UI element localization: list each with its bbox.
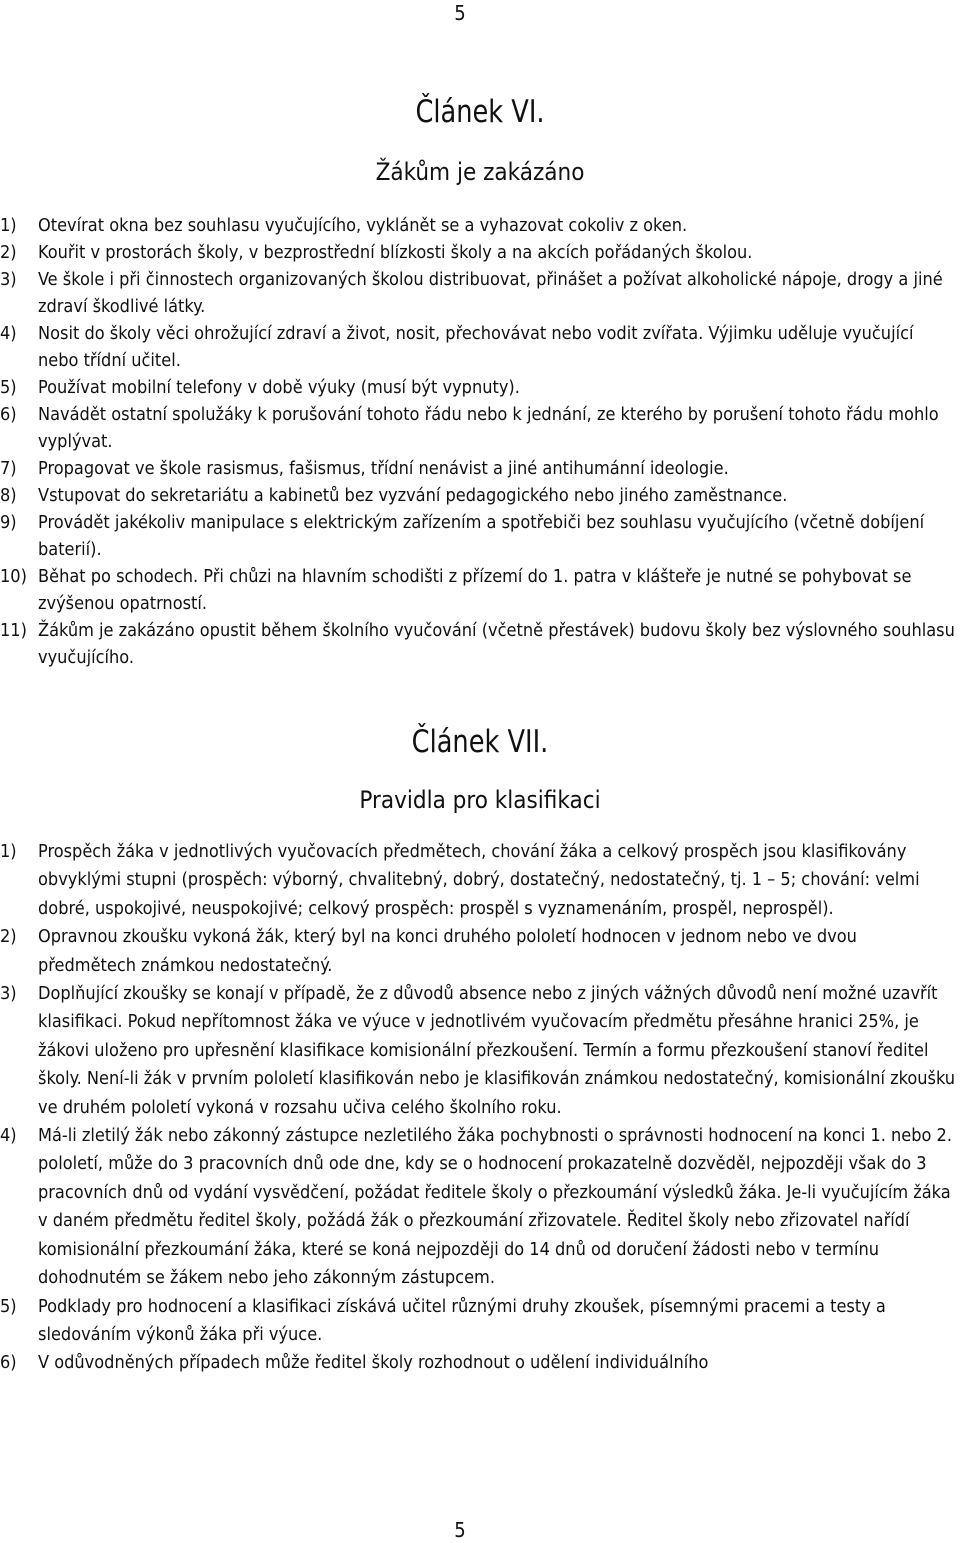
article-7 (0, 724, 960, 760)
list-item (0, 1349, 960, 1377)
item-number: 10) (0, 566, 27, 587)
item-number: 3) (0, 983, 17, 1005)
list-item (0, 1293, 960, 1350)
list-item (0, 266, 960, 320)
item-text: Běhat po schodech. Při chůzi na hlavním schodišti z přízemí do 1. patra v klášteře je nutné se pohybovat se zvýšenou opatrností. (38, 566, 912, 614)
list-item (0, 320, 960, 374)
item-number: 6) (0, 1352, 17, 1374)
list-item (0, 563, 960, 617)
item-text: Otevírat okna bez souhlasu vyučujícího, vyklánět se a vyhazovat cokoliv z oken. (38, 215, 688, 236)
article-7-subtitle: Pravidla pro klasifikaci (359, 786, 601, 814)
item-number: 6) (0, 404, 17, 425)
article-7-title: Článek VII. (411, 724, 549, 760)
article-6-title: Článek VI. (415, 94, 545, 130)
item-text: Navádět ostatní spolužáky k porušování tohoto řádu nebo k jednání, ze kterého by porušení tohoto řádu mohlo vyplývat. (38, 404, 939, 452)
item-text: Kouřit v prostorách školy, v bezprostřední blízkosti školy a na akcích pořádaných školou. (38, 242, 753, 263)
item-text: Opravnou zkoušku vykoná žák, který byl na konci druhého pololetí hodnocen v jednom nebo ve dvou předmětech známkou nedostatečný. (38, 926, 857, 976)
item-number: 7) (0, 458, 17, 479)
item-number: 5) (0, 377, 17, 398)
article-7-list (0, 838, 960, 1378)
item-text: Doplňující zkoušky se konají v případě, že z důvodů absence nebo z jiných vážných důvodů není možné uzavřít klasifikaci. Pokud nepřítomnost žáka ve výuce v jednotlivém vyučovacím předmětu přesáhne hranici 25%, je žákovi uloženo pro upřesnění klasifikace komisionální přezkoušení. Termín a formu přezkoušení stanoví ředitel školy. Není-li žák v prvním pololetí klasifikován nebo je klasifikován známkou nedostatečný, komisionální zkoušku ve druhém pololetí vykoná v rozsahu učiva celého školního roku. (38, 983, 956, 1118)
page-number-bottom: 5 (454, 1518, 466, 1542)
item-text: Podklady pro hodnocení a klasifikaci získává učitel různými druhy zkoušek, písemnými pracemi a testy a sledováním výkonů žáka při výuce. (38, 1295, 886, 1345)
item-number: 1) (0, 215, 17, 236)
page-number-top: 5 (454, 1, 466, 25)
article-6-subtitle-wrap (0, 158, 960, 186)
item-number: 5) (0, 1295, 17, 1317)
list-item (0, 239, 960, 266)
item-number: 3) (0, 269, 17, 290)
list-item (0, 838, 960, 923)
list-item (0, 374, 960, 401)
article-6-list (0, 212, 960, 671)
item-number: 2) (0, 926, 17, 948)
item-text: Žákům je zakázáno opustit během školního vyučování (včetně přestávek) budovu školy bez výslovného souhlasu vyučujícího. (38, 620, 955, 668)
list-item (0, 617, 960, 671)
item-number: 1) (0, 841, 17, 862)
item-text: Používat mobilní telefony v době výuky (musí být vypnuty). (38, 377, 520, 398)
item-text: Propagovat ve škole rasismus, fašismus, třídní nenávist a jiné antihumánní ideologie. (38, 458, 729, 479)
item-text: Ve škole i při činnostech organizovaných školou distribuovat, přinášet a požívat alkoholické nápoje, drogy a jiné zdraví škodlivé látky. (38, 269, 943, 317)
item-text: Nosit do školy věci ohrožující zdraví a život, nosit, přechovávat nebo vodit zvířata. Výjimku uděluje vyučující nebo třídní učitel. (38, 323, 914, 371)
list-item (0, 212, 960, 239)
item-number: 2) (0, 242, 17, 263)
item-number: 11) (0, 620, 27, 641)
list-item (0, 455, 960, 482)
article-7-subtitle-wrap (0, 786, 960, 814)
list-item (0, 980, 960, 1122)
item-text: Vstupovat do sekretariátu a kabinetů bez vyzvání pedagogického nebo jiného zaměstnance. (38, 485, 788, 506)
item-text: V odůvodněných případech může ředitel školy rozhodnout o udělení individuálního (38, 1352, 709, 1374)
article-6-subtitle: Žákům je zakázáno (375, 158, 585, 186)
list-item (0, 923, 960, 980)
item-number: 4) (0, 1125, 17, 1147)
article-6 (0, 94, 960, 130)
item-text: Prospěch žáka v jednotlivých vyučovacích předmětech, chování žáka a celkový prospěch jsou klasifikovány obvyklými stupni (prospěch: výborný, chvalitebný, dobrý, dostatečný, nedostatečný, tj. 1 – 5; chování: velmi dobré, uspokojivé, neuspokojivé; celkový prospěch: prospěl s vyznamenáním, prospěl, neprospěl). (38, 841, 920, 919)
item-text: Provádět jakékoliv manipulace s elektrickým zařízením a spotřebiči bez souhlasu vyučujícího (včetně dobíjení baterií). (38, 512, 925, 560)
list-item (0, 1122, 960, 1292)
list-item (0, 509, 960, 563)
list-item (0, 482, 960, 509)
item-number: 8) (0, 485, 17, 506)
list-item (0, 401, 960, 455)
item-text: Má-li zletilý žák nebo zákonný zástupce nezletilého žáka pochybnosti o správnosti hodnocení na konci 1. nebo 2. pololetí, může do 3 pracovních dnů ode dne, kdy se o hodnocení prokazatelně dozvěděl, nejpozději však do 3 pracovních dnů od vydání vysvědčení, požádat ředitele školy o přezkoumání výsledků žáka. Je-li vyučujícím žáka v daném předmětu ředitel školy, požádá žák o přezkoumání zřizovatele. Ředitel školy nebo zřizovatel nařídí komisionální přezkoumání žáka, které se koná nejpozději do 14 dnů od doručení žádosti nebo v termínu dohodnutém se žákem nebo jeho zákonným zástupcem. (38, 1125, 952, 1289)
item-number: 9) (0, 512, 17, 533)
item-number: 4) (0, 323, 17, 344)
